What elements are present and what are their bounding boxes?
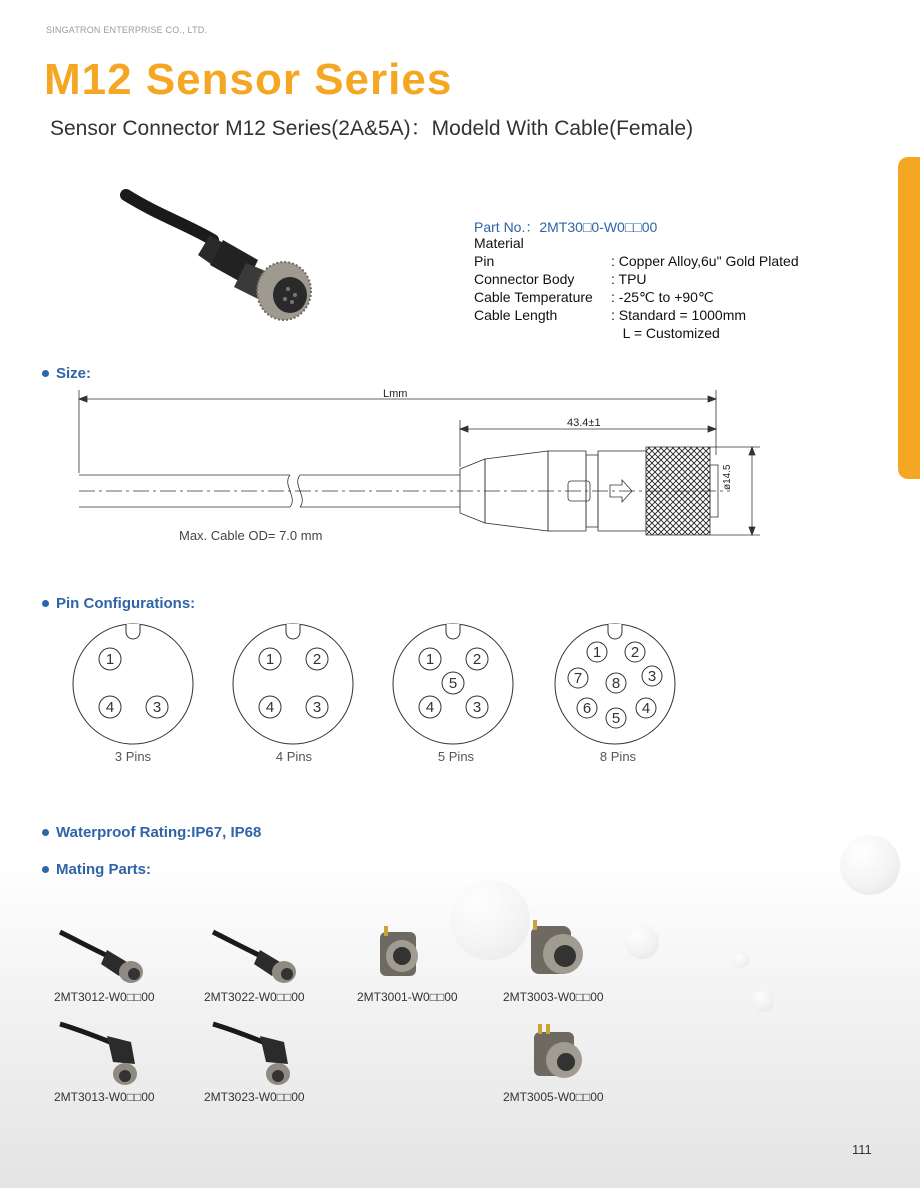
dim-total-label: Lmm [383,388,408,400]
spec-value: : -25℃ to +90℃ [611,289,714,305]
pin-label: 4 Pins [275,749,313,764]
page-title: M12 Sensor Series [44,55,453,104]
mating-part-label: 2MT3001-W0□□00 [357,990,458,1004]
pin-number: 1 [425,651,435,668]
decor-bubble [450,880,530,960]
pin-number: 6 [582,700,592,717]
pin-number: 2 [472,651,482,668]
spec-value: : Copper Alloy,6u" Gold Plated [611,253,799,269]
pin-label: 8 Pins [599,749,637,764]
mating-part-image [55,1016,155,1088]
mating-part-label: 2MT3023-W0□□00 [204,1090,305,1104]
pin-number: 3 [152,699,162,716]
pin-number: 7 [573,670,583,687]
pin-number: 2 [312,651,322,668]
mating-part-image [372,922,452,986]
part-number: Part No.：2MT30□0-W0□□00 [474,219,658,235]
pin-number: 4 [105,699,115,716]
decor-bubble [840,835,900,895]
page-number: 111 [852,1142,872,1157]
spec-key: Pin [474,253,495,269]
spec-row [474,271,834,289]
spec-key: Connector Body [474,271,575,287]
dim-diameter-label: ø14.5 [722,464,733,490]
spec-value: L = Customized [611,325,720,341]
mating-part-image [55,922,155,984]
product-image [118,185,338,335]
mating-part-image [528,1022,608,1086]
mating-part-label: 2MT3012-W0□□00 [54,990,155,1004]
spec-block [474,217,834,347]
spec-key: Material [474,235,524,251]
bullet-icon [42,866,49,873]
pin-number: 1 [265,651,275,668]
pin-number: 4 [425,699,435,716]
side-tab [898,157,920,479]
mating-part-image [525,918,605,984]
size-drawing [70,385,770,545]
decor-bubble [625,925,659,959]
waterproof-heading: Waterproof Rating:IP67, IP68 [42,824,261,841]
spec-value: : TPU [611,271,647,287]
mating-part-label: 2MT3003-W0□□00 [503,990,604,1004]
pin-number: 1 [592,644,602,661]
decor-bubble [733,952,749,968]
pin-number: 2 [630,644,640,661]
mating-part-label: 2MT3022-W0□□00 [204,990,305,1004]
bullet-icon [42,370,49,377]
pin-diagrams [70,622,690,746]
cable-od-note: Max. Cable OD= 7.0 mm [179,528,323,543]
pin-number: 5 [448,675,458,692]
mating-part-image [208,1016,308,1088]
pin-number: 4 [641,700,651,717]
pin-number: 3 [647,668,657,685]
mating-part-image [208,922,308,984]
bullet-icon [42,829,49,836]
pin-label: 3 Pins [114,749,152,764]
company-name: SINGATRON ENTERPRISE CO., LTD. [46,25,208,35]
spec-row [474,289,834,307]
spec-value: : Standard = 1000mm [611,307,747,323]
spec-key: Cable Temperature [474,289,593,305]
pin-number: 3 [472,699,482,716]
pin-number: 5 [611,710,621,727]
pin-label: 5 Pins [437,749,475,764]
mating-heading: Mating Parts: [42,861,151,878]
pin-number: 3 [312,699,322,716]
spec-row [474,325,834,343]
pin-number: 8 [611,675,621,692]
mating-part-label: 2MT3013-W0□□00 [54,1090,155,1104]
bullet-icon [42,600,49,607]
page-subtitle: Sensor Connector M12 Series(2A&5A)：Modeld With Cable(Female) [50,117,694,140]
size-heading: Size: [42,365,91,382]
spec-row [474,307,834,325]
spec-key: Cable Length [474,307,558,323]
spec-row [474,235,834,253]
mating-part-label: 2MT3005-W0□□00 [503,1090,604,1104]
decor-bubble [752,990,774,1012]
dim-body-label: 43.4±1 [567,417,601,429]
pin-number: 1 [105,651,115,668]
spec-row [474,253,834,271]
pin-config-heading: Pin Configurations: [42,595,195,612]
pin-number: 4 [265,699,275,716]
